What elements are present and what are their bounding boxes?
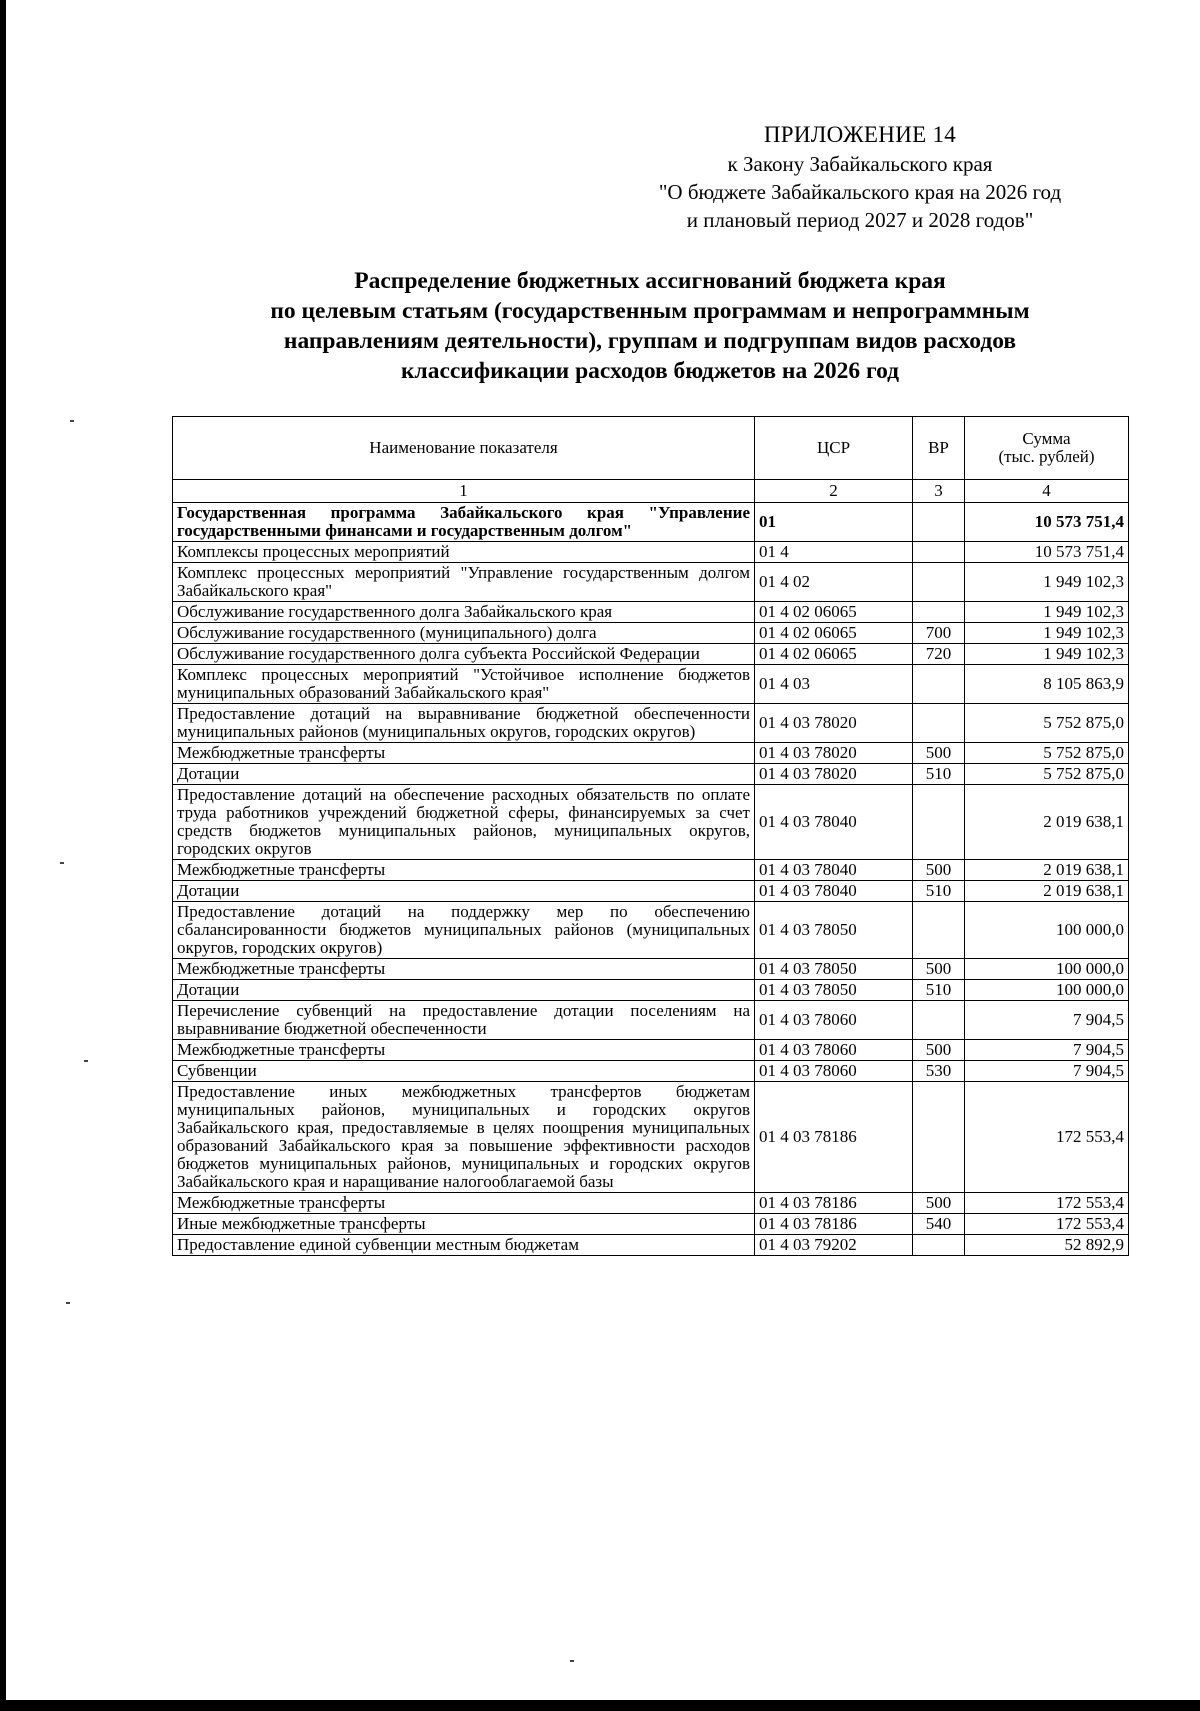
row-sum-cell: 2 019 638,1 xyxy=(965,860,1129,881)
row-name-cell: Предоставление дотаций на поддержку мер по обеспечению сбалансированности бюджетов муниципальных районов (муниципальных округов, городских округов) xyxy=(173,902,755,959)
row-name-cell: Комплекс процессных мероприятий "Устойчивое исполнение бюджетов муниципальных образований Забайкальского края" xyxy=(173,665,755,704)
row-sum-cell: 7 904,5 xyxy=(965,1001,1129,1040)
row-sum-cell: 1 949 102,3 xyxy=(965,644,1129,665)
row-vr-cell: 500 xyxy=(913,1193,965,1214)
table-row xyxy=(173,1193,1129,1214)
row-name-cell: Дотации xyxy=(173,764,755,785)
scan-speck xyxy=(84,1060,88,1062)
row-csr-cell: 01 4 03 78060 xyxy=(755,1061,913,1082)
row-vr-cell xyxy=(913,1235,965,1256)
table-header-row xyxy=(173,417,1129,480)
row-sum-cell: 2 019 638,1 xyxy=(965,881,1129,902)
row-sum-cell: 5 752 875,0 xyxy=(965,743,1129,764)
row-csr-cell: 01 4 xyxy=(755,542,913,563)
table-row xyxy=(173,563,1129,602)
row-name-cell: Межбюджетные трансферты xyxy=(173,1193,755,1214)
row-vr-cell xyxy=(913,704,965,743)
scan-speck xyxy=(570,1660,574,1662)
row-vr-cell xyxy=(913,602,965,623)
row-name-cell: Комплекс процессных мероприятий "Управление государственным долгом Забайкальского края" xyxy=(173,563,755,602)
row-sum-cell: 1 949 102,3 xyxy=(965,563,1129,602)
row-vr-cell: 510 xyxy=(913,881,965,902)
row-csr-cell: 01 4 03 78020 xyxy=(755,704,913,743)
row-csr-cell: 01 4 03 xyxy=(755,665,913,704)
row-csr-cell: 01 4 02 06065 xyxy=(755,644,913,665)
row-vr-cell xyxy=(913,503,965,542)
row-vr-cell xyxy=(913,563,965,602)
row-name-cell: Комплексы процессных мероприятий xyxy=(173,542,755,563)
row-vr-cell xyxy=(913,1001,965,1040)
row-vr-cell xyxy=(913,902,965,959)
table-row xyxy=(173,959,1129,980)
row-sum-cell: 5 752 875,0 xyxy=(965,704,1129,743)
table-row xyxy=(173,902,1129,959)
row-vr-cell: 510 xyxy=(913,980,965,1001)
row-sum-cell: 172 553,4 xyxy=(965,1193,1129,1214)
title-line-2: по целевым статьям (государственным программам и непрограммным xyxy=(270,298,1030,324)
table-row xyxy=(173,542,1129,563)
row-csr-cell: 01 4 02 xyxy=(755,563,913,602)
row-vr-cell: 510 xyxy=(913,764,965,785)
row-sum-cell: 52 892,9 xyxy=(965,1235,1129,1256)
appendix-law-line: к Закону Забайкальского края xyxy=(727,152,993,176)
row-name-cell: Обслуживание государственного (муниципального) долга xyxy=(173,623,755,644)
row-name-cell: Предоставление дотаций на обеспечение расходных обязательств по оплате труда работников учреждений бюджетной сферы, финансируемых за счет средств бюджетов муниципальных районов, муниципальных округов, городских округов xyxy=(173,785,755,860)
column-number: 4 xyxy=(965,480,1129,503)
row-vr-cell: 500 xyxy=(913,1040,965,1061)
appendix-header xyxy=(600,120,1120,234)
column-header-sum-line1: Сумма xyxy=(1022,429,1071,448)
table-body xyxy=(173,480,1129,1256)
table-row xyxy=(173,1214,1129,1235)
row-vr-cell xyxy=(913,785,965,860)
row-sum-cell: 7 904,5 xyxy=(965,1040,1129,1061)
row-sum-cell: 100 000,0 xyxy=(965,902,1129,959)
row-name-cell: Предоставление иных межбюджетных трансфертов бюджетам муниципальных районов, муниципальных и городских округов Забайкальского края, предоставляемые в целях поощрения муниципальных образований Забайкальского края за повышение эффективности расходов бюджетов муниципальных районов, муниципальных и городских округов Забайкальского края и наращивание налогооблагаемой базы xyxy=(173,1082,755,1193)
table-row xyxy=(173,1061,1129,1082)
row-vr-cell xyxy=(913,542,965,563)
row-name-cell: Предоставление дотаций на выравнивание бюджетной обеспеченности муниципальных районов (муниципальных округов, городских округов) xyxy=(173,704,755,743)
row-name-cell: Государственная программа Забайкальского края "Управление государственными финансами и государственным долгом" xyxy=(173,503,755,542)
table-row xyxy=(173,764,1129,785)
scan-edge-bottom xyxy=(0,1700,1200,1711)
appendix-number: ПРИЛОЖЕНИЕ 14 xyxy=(763,122,957,147)
table-row xyxy=(173,743,1129,764)
row-sum-cell: 2 019 638,1 xyxy=(965,785,1129,860)
row-sum-cell: 1 949 102,3 xyxy=(965,602,1129,623)
row-sum-cell: 10 573 751,4 xyxy=(965,503,1129,542)
row-csr-cell: 01 4 02 06065 xyxy=(755,623,913,644)
row-name-cell: Межбюджетные трансферты xyxy=(173,743,755,764)
column-number: 1 xyxy=(173,480,755,503)
row-csr-cell: 01 4 03 78186 xyxy=(755,1193,913,1214)
row-sum-cell: 172 553,4 xyxy=(965,1214,1129,1235)
row-vr-cell: 500 xyxy=(913,860,965,881)
row-name-cell: Перечисление субвенций на предоставление дотации поселениям на выравнивание бюджетной обеспеченности xyxy=(173,1001,755,1040)
row-csr-cell: 01 4 03 78040 xyxy=(755,785,913,860)
title-line-1: Распределение бюджетных ассигнований бюджета края xyxy=(354,268,946,294)
table-row xyxy=(173,785,1129,860)
table-row xyxy=(173,644,1129,665)
row-sum-cell: 8 105 863,9 xyxy=(965,665,1129,704)
row-sum-cell: 100 000,0 xyxy=(965,980,1129,1001)
row-csr-cell: 01 4 02 06065 xyxy=(755,602,913,623)
row-csr-cell: 01 4 03 78060 xyxy=(755,1040,913,1061)
row-vr-cell: 720 xyxy=(913,644,965,665)
table-row xyxy=(173,860,1129,881)
scan-speck xyxy=(70,420,74,422)
appendix-law-title-line2: и плановый период 2027 и 2028 годов" xyxy=(686,208,1034,232)
table-row xyxy=(173,503,1129,542)
row-csr-cell: 01 xyxy=(755,503,913,542)
scan-edge-left xyxy=(0,0,6,1711)
table-row xyxy=(173,602,1129,623)
row-sum-cell: 100 000,0 xyxy=(965,959,1129,980)
table-row xyxy=(173,881,1129,902)
scan-speck xyxy=(66,1302,70,1304)
appendix-law-title-line1: "О бюджете Забайкальского края на 2026 год xyxy=(658,180,1062,204)
row-csr-cell: 01 4 03 78050 xyxy=(755,980,913,1001)
row-sum-cell: 10 573 751,4 xyxy=(965,542,1129,563)
row-csr-cell: 01 4 03 78020 xyxy=(755,743,913,764)
table-row xyxy=(173,980,1129,1001)
table-row xyxy=(173,1082,1129,1193)
row-vr-cell: 540 xyxy=(913,1214,965,1235)
title-line-3: направлениям деятельности), группам и подгруппам видов расходов xyxy=(283,328,1017,354)
row-vr-cell: 500 xyxy=(913,959,965,980)
row-name-cell: Межбюджетные трансферты xyxy=(173,860,755,881)
row-csr-cell: 01 4 03 78186 xyxy=(755,1082,913,1193)
table-row xyxy=(173,623,1129,644)
row-csr-cell: 01 4 03 78020 xyxy=(755,764,913,785)
budget-table xyxy=(172,416,1129,1256)
row-name-cell: Обслуживание государственного долга субъекта Российской Федерации xyxy=(173,644,755,665)
table-row xyxy=(173,704,1129,743)
row-sum-cell: 172 553,4 xyxy=(965,1082,1129,1193)
table-row xyxy=(173,665,1129,704)
row-csr-cell: 01 4 03 78186 xyxy=(755,1214,913,1235)
document-title xyxy=(160,266,1140,386)
title-line-4: классификации расходов бюджетов на 2026 год xyxy=(400,358,900,384)
row-vr-cell: 530 xyxy=(913,1061,965,1082)
column-header-vr: ВР xyxy=(913,417,965,480)
row-sum-cell: 7 904,5 xyxy=(965,1061,1129,1082)
row-vr-cell xyxy=(913,1082,965,1193)
row-name-cell: Обслуживание государственного долга Забайкальского края xyxy=(173,602,755,623)
row-name-cell: Дотации xyxy=(173,980,755,1001)
column-number: 2 xyxy=(755,480,913,503)
row-sum-cell: 1 949 102,3 xyxy=(965,623,1129,644)
row-vr-cell xyxy=(913,665,965,704)
row-csr-cell: 01 4 03 78040 xyxy=(755,881,913,902)
row-name-cell: Межбюджетные трансферты xyxy=(173,1040,755,1061)
column-header-sum xyxy=(965,417,1129,480)
column-number-row xyxy=(173,480,1129,503)
scan-speck xyxy=(60,862,64,864)
row-vr-cell: 500 xyxy=(913,743,965,764)
column-header-csr: ЦСР xyxy=(755,417,913,480)
row-vr-cell: 700 xyxy=(913,623,965,644)
row-name-cell: Субвенции xyxy=(173,1061,755,1082)
row-name-cell: Иные межбюджетные трансферты xyxy=(173,1214,755,1235)
row-sum-cell: 5 752 875,0 xyxy=(965,764,1129,785)
row-csr-cell: 01 4 03 78040 xyxy=(755,860,913,881)
row-csr-cell: 01 4 03 78050 xyxy=(755,959,913,980)
row-csr-cell: 01 4 03 78050 xyxy=(755,902,913,959)
column-header-name: Наименование показателя xyxy=(173,417,755,480)
row-name-cell: Межбюджетные трансферты xyxy=(173,959,755,980)
table-row xyxy=(173,1235,1129,1256)
row-name-cell: Дотации xyxy=(173,881,755,902)
row-name-cell: Предоставление единой субвенции местным бюджетам xyxy=(173,1235,755,1256)
row-csr-cell: 01 4 03 79202 xyxy=(755,1235,913,1256)
row-csr-cell: 01 4 03 78060 xyxy=(755,1001,913,1040)
table-row xyxy=(173,1001,1129,1040)
column-header-sum-line2: (тыс. рублей) xyxy=(998,447,1095,466)
column-number: 3 xyxy=(913,480,965,503)
table-row xyxy=(173,1040,1129,1061)
